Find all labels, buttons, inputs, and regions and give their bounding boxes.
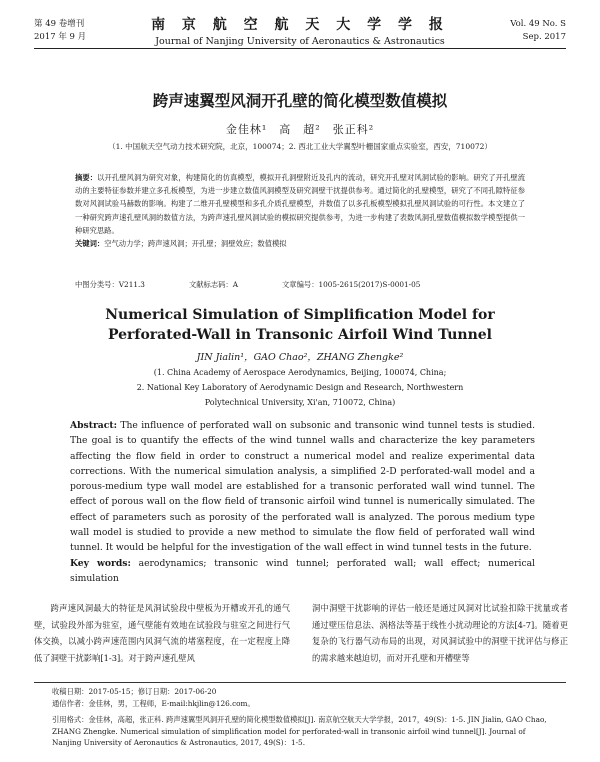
journal-title-cn: 南 京 航 空 航 天 大 学 学 报 [151,17,449,33]
body-column-left [34,600,290,666]
footnote-rule [34,682,566,683]
affiliation-cn: （1. 中国航天空气动力技术研究院，北京，100074；2. 西北工业大学翼型叶栅国家重点实验室，西安，710072） [108,142,492,151]
article-number: 文章编号：1005-2615(2017)S-0001-05 [282,280,421,289]
abstract-cn [75,171,525,250]
journal-title-en: Journal of Nanjing University of Aeronautics & Astronautics [155,36,445,47]
volume-cn: 第 49 卷增刊 [34,19,85,29]
keywords-cn-label: 关键词： [75,239,105,249]
authors-cn: 金佳林¹ 高 超² 张正科² [225,123,375,136]
metadata-cn [75,280,535,290]
document-code: 文献标志码：A [188,280,239,289]
volume-en: Vol. 49 No. S [510,19,566,29]
header-left [34,18,86,44]
title-cn: 跨声速翼型风洞开孔壁的简化模型数值模拟 [152,92,448,110]
authors-en: JIN Jialin¹，GAO Chao²，ZHANG Zhengke² [196,352,404,363]
date-cn: 2017 年 9 月 [34,32,87,42]
affiliation-en-line: (1. China Academy of Aerospace Aerodynamics, Beijing, 100074, China; [153,368,447,377]
keywords-en-text: aerodynamics; transonic wind tunnel; perforated wall; wall effect; numerical simulation [70,557,536,584]
abstract-cn-text: 以开孔壁风洞为研究对象，构建简化的仿真模型，模拟开孔洞壁附近及孔内的流动，研究开孔壁对风洞试验的影响。研究了开孔壁流动的主要特征参数并建立多孔板模型，为进一步建立数值风洞模型及研究洞壁干扰提供参考。通过简化的孔壁模型，研究了不同孔隙特征参数对风洞试验马赫数的影响。构建了二维开孔壁模型和多孔介质孔壁模型，并数值了以多孔板模型模拟孔壁风洞试验的可行性。本文建立了一种研究跨声速孔壁风洞的数值方法，为跨声速孔壁风洞试验的模拟研究提供参考，为进一步构建了表数风洞孔壁数值模拟数学模型提供一种研究思路。 [75,173,526,235]
keywords-cn-text: 空气动力学；跨声速风洞；开孔壁；洞壁效应；数值模拟 [104,239,287,249]
abstract-en [70,418,535,586]
footnote-citation: 引用格式：金佳林，高超，张正科. 跨声速翼型风洞开孔壁的简化模型数值模拟[J]. 南京航空航天大学学报，2017，49(S)：1-5. JIN Jialin, GAO Chao, ZHANG Zhengke. Numerical simulation of simplification model for perforated-wall in transonic airfoil wind tunnel[J]. Journal of Nanjing University of Aeronautics & Astronautics, 2017, 49(S)：1-5. [52,715,547,747]
footnote-received: 收稿日期：2017-05-15；修订日期：2017-06-20 [52,687,217,696]
affiliation-en-line: 2. National Key Laboratory of Aerodynamic Design and Research, Northwestern [136,383,464,392]
body-paragraph: 跨声速风洞最大的特征是风洞试验段中壁板为开槽或开孔的通气壁，试验段外部为驻室，通气壁能有效地在试验段与驻室之间进行气体交换，以减小跨声速范围内风洞气流的堵塞程度，在一定程度上降低了洞壁干扰影响[1-3]。对于跨声速孔壁风 [34,603,290,663]
clc-number: 中图分类号：V211.3 [75,280,145,289]
abstract-cn-label: 摘要： [75,173,98,182]
title-en: Numerical Simulation of Simplification Model for Perforated-Wall in Transonic Airfoil Wind Tunnel [105,307,495,343]
header-rule [34,48,566,49]
date-en: Sep. 2017 [522,32,566,42]
header-right [510,18,566,44]
body-column-right [312,600,568,666]
keywords-en-label: Key words: [70,557,131,569]
affiliation-en-line: Polytechnical University, Xi'an, 710072, China) [204,398,396,407]
header-center [130,14,470,47]
abstract-en-text: The influence of perforated wall on subsonic and transonic wind tunnel tests is studied. The goal is to quantify the effects of the wind tunnel walls and characterize the key parameters affecting the flow field in order to construct a numerical model and realize experimental data corrections. With the numerical simulation analysis, a simplified 2-D perforated-wall model and a porous-medium type wall model are established for a transonic perforated wall wind tunnel. The effect of porous wall on the flow field of transonic airfoil wind tunnel is numerically simulated. The effect of parameters such as porosity of the perforated wall is analyzed. The porous medium type wall model is studied to provide a new method to simulate the flow field of perforated wall wind tunnel. It would be helpful for the investigation of the wall effect in wind tunnel tests in the future. [70,420,535,554]
footnote-corresponding: 通信作者：金佳林，男，工程师，E-mail:hkjlin@126.com。 [52,699,255,708]
abstract-en-label: Abstract: [70,420,117,431]
affiliation-en [0,365,600,410]
body-paragraph: 洞中洞壁干扰影响的评估一般还是通过风洞对比试验扣除干扰量或者通过壁压信息法、涡格法等基于线性小扰动理论的方法[4-7]。随着更复杂的飞行器气动布局的出现，对风洞试验中的洞壁干扰评估与修正的需求越来越迫切，而对开孔壁和开槽壁等 [312,603,568,663]
